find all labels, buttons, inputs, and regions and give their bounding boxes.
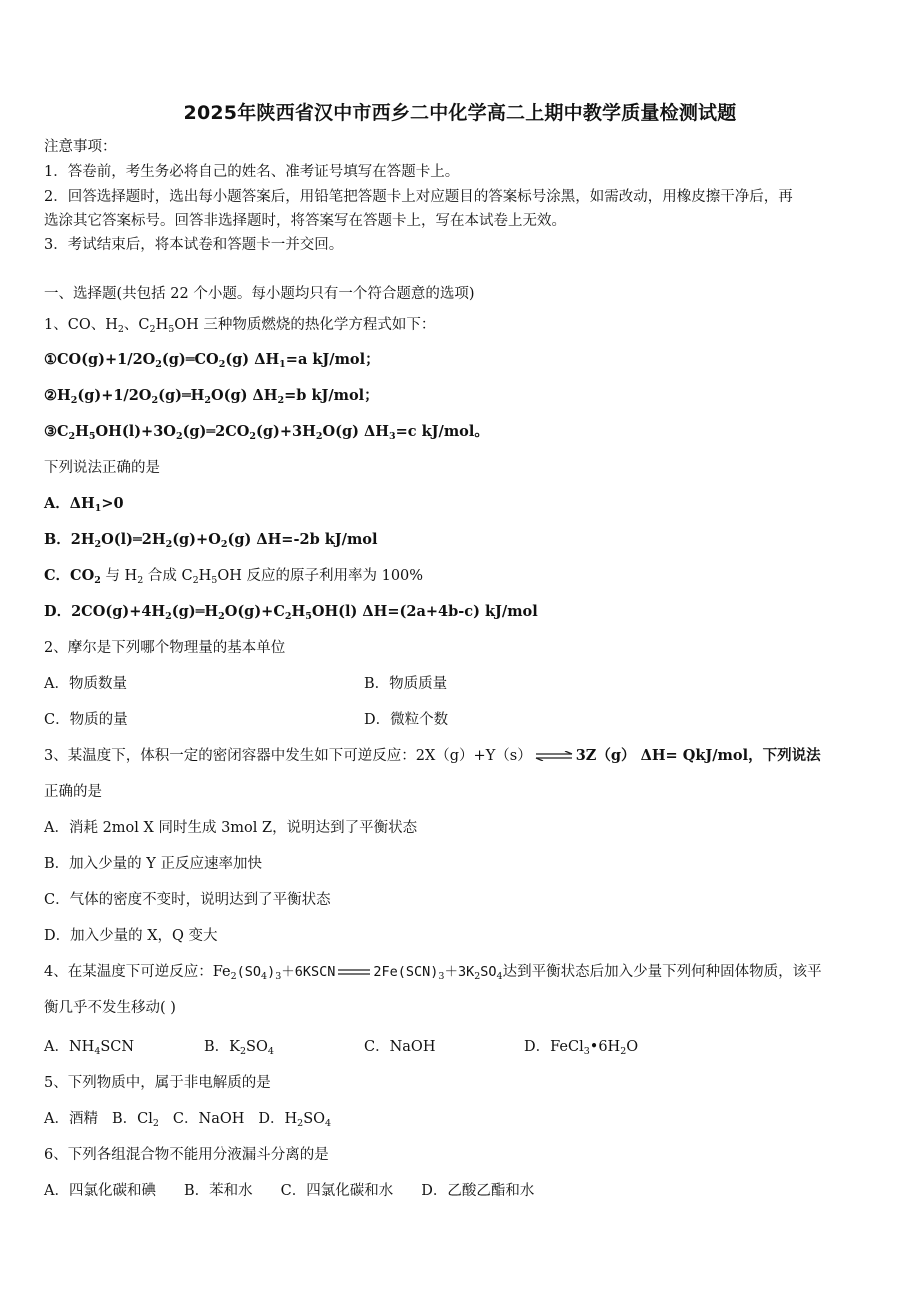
question-2-option-b: B．物质质量 (364, 676, 448, 692)
question-1-option-b: B．$2H_2O(l)═2H_2(g)+O_2(g)$ ΔH=-2b kJ/mol (44, 531, 378, 550)
note-item: 3．考试结束后，将本试卷和答题卡一并交回。 (44, 237, 344, 253)
question-6-option-a: A．四氯化碳和碘 (44, 1183, 156, 1199)
equilibrium-arrow-icon (534, 751, 574, 761)
equation-3: $③C_2H_5OH(l)+3O_2(g)═2CO_2(g)+3H_2O(g)$ $\Delta H_3=c$ kJ/mol。 (44, 423, 489, 442)
question-5-option-b: B．$Cl_2$ (111, 1111, 159, 1129)
section-heading: 一、选择题(共包括 22 个小题。每小题均只有一个符合题意的选项) (44, 286, 475, 302)
question-3-option-c: C．气体的密度不变时，说明达到了平衡状态 (44, 892, 331, 908)
question-4-option-c: C．NaOH (364, 1039, 436, 1055)
question-6-stem: 6、下列各组混合物不能用分液漏斗分离的是 (44, 1147, 329, 1163)
question-4-option-d: D．$FeCl_3•6H_2O$ (524, 1039, 639, 1057)
equation-1: $①CO(g)+1/2O_2(g)═CO_2(g)$ $\Delta H_1=a$ kJ/mol； (44, 351, 380, 370)
question-1-option-a: A．$\Delta H_1>0$ (44, 495, 124, 514)
question-5-options (44, 1109, 331, 1129)
page-title: 2025年陕西省汉中市西乡二中化学高二上期中教学质量检测试题 (183, 102, 737, 124)
notes-heading: 注意事项： (44, 139, 117, 155)
question-2-stem: 2、摩尔是下列哪个物理量的基本单位 (44, 640, 286, 656)
question-6-option-c: C．四氯化碳和水 (280, 1183, 394, 1199)
question-5-option-d: D．$H_2SO_4$ (258, 1111, 332, 1129)
note-item: 2．回答选择题时，选出每小题答案后，用铅笔把答题卡上对应题目的答案标号涂黑，如需改动，用橡皮擦干净后，再 (44, 189, 793, 205)
question-2-option-a: A．物质数量 (44, 676, 127, 692)
question-1-stem: 1、CO、$H_2$、$C_2H_5OH$ 三种物质燃烧的热化学方程式如下： (44, 317, 436, 335)
question-3-stem-cont: 正确的是 (44, 784, 102, 800)
question-5-option-c: C．NaOH (172, 1111, 245, 1127)
question-5-option-a: A．酒精 (44, 1111, 98, 1127)
question-6-options (44, 1181, 534, 1201)
question-4-option-a: A．$NH_4SCN$ (44, 1039, 135, 1057)
note-item: 1．答卷前，考生务必将自己的姓名、准考证号填写在答题卡上。 (44, 164, 460, 180)
question-1-prompt: 下列说法正确的是 (44, 460, 160, 476)
question-4-stem-cont: 衡几乎不发生移动( ) (44, 1000, 176, 1016)
question-6-option-d: D．乙酸乙酯和水 (421, 1183, 535, 1199)
question-2-option-c: C．物质的量 (44, 712, 128, 728)
question-5-stem: 5、下列物质中，属于非电解质的是 (44, 1075, 271, 1091)
question-3-stem: 3、某温度下，体积一定的密闭容器中发生如下可逆反应：2X（g）+Y（s） 3Z（g） ΔH= QkJ/mol，下列说法 (44, 747, 821, 764)
question-4-stem: 4、在某温度下可逆反应：$Fe_2(SO_4)_3+6KSCN$ $2Fe(SCN)_3+3K_2SO_4$达到平衡状态后加入少量下列何种固体物质，该平 (44, 964, 822, 982)
question-4-option-b: B．$K_2SO_4$ (204, 1039, 274, 1057)
equilibrium-arrow-icon (337, 967, 371, 977)
question-3-option-b: B．加入少量的 Y 正反应速率加快 (44, 856, 262, 872)
question-3-option-a: A．消耗 2mol X 同时生成 3mol Z，说明达到了平衡状态 (44, 820, 418, 836)
question-1-option-c: C．$CO_2$ 与 $H_2$ 合成 $C_2H_5OH$ 反应的原子利用率为 100% (44, 567, 424, 586)
equation-2: $②H_2(g)+1/2O_2(g)═H_2O(g)$ $\Delta H_2=b$ kJ/mol； (44, 387, 379, 406)
question-3-option-d: D．加入少量的 X，Q 变大 (44, 928, 218, 944)
question-2-option-d: D．微粒个数 (364, 712, 449, 728)
question-1-option-d: D．$2CO(g)+4H_2(g)═H_2O(g)+C_2H_5OH(l)$ ΔH=(2a+4b-c) kJ/mol (44, 603, 538, 622)
note-item: 选涂其它答案标号。回答非选择题时，将答案写在答题卡上，写在本试卷上无效。 (44, 213, 566, 229)
question-6-option-b: B．苯和水 (183, 1183, 253, 1199)
